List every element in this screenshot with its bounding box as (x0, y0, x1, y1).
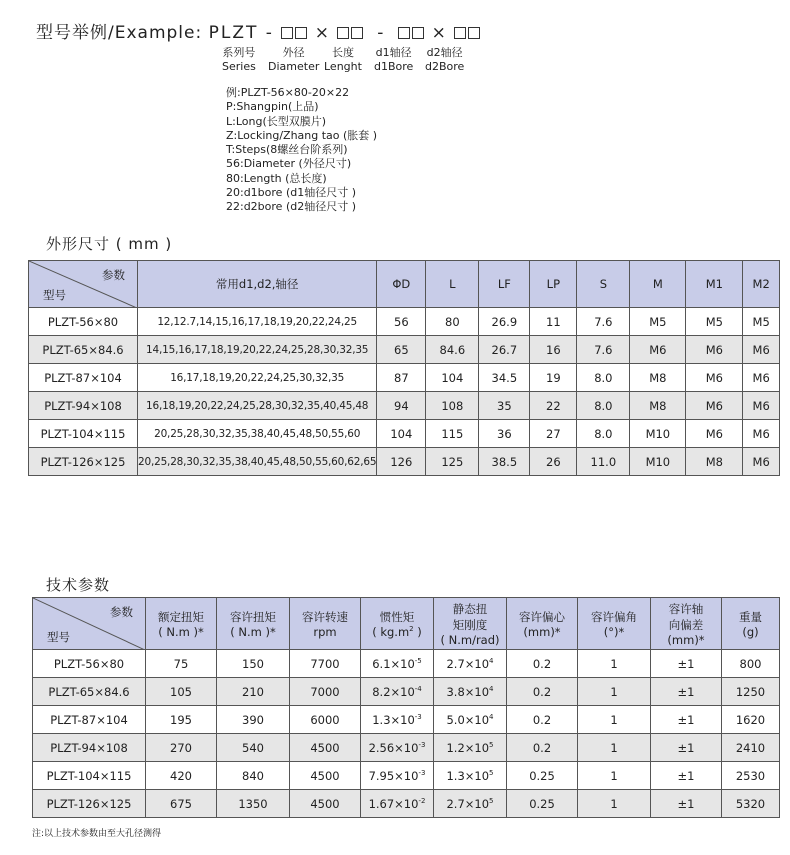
dims-col-header: M2 (743, 261, 780, 308)
ecc-cell: 0.25 (507, 762, 578, 790)
value-cell: 35 (479, 392, 530, 420)
value-cell: M8 (630, 392, 686, 420)
bore-list-cell: 14,15,16,17,18,19,20,22,24,25,28,30,32,35 (138, 336, 377, 364)
bore-list-cell: 20,25,28,30,32,35,38,40,45,48,50,55,60 (138, 420, 377, 448)
value-cell: M5 (630, 308, 686, 336)
value-cell: M8 (630, 364, 686, 392)
corner-bottom-label: 型号 (43, 288, 66, 302)
table-row (29, 392, 780, 420)
angle-cell: 1 (578, 706, 651, 734)
tech-header-row (33, 598, 780, 650)
value-cell: M8 (686, 448, 743, 476)
value-cell: 104 (377, 420, 426, 448)
value-cell: M6 (743, 336, 780, 364)
value-cell: 8.0 (577, 392, 630, 420)
dash-sign: - (377, 23, 385, 43)
table-row (29, 420, 780, 448)
ecc-cell: 0.2 (507, 734, 578, 762)
model-cell: PLZT-87×104 (29, 364, 138, 392)
title-prefix: 型号举例/Example: (36, 23, 203, 43)
inertia-cell: $8.2\times 10^{-4}$ (361, 678, 434, 706)
value-cell: 80 (426, 308, 479, 336)
value-cell: 87 (377, 364, 426, 392)
dims-header-row (29, 261, 780, 308)
stiff-cell: $1.3\times 10^5$ (434, 762, 507, 790)
angle-cell: 1 (578, 734, 651, 762)
bore-list-cell: 16,18,19,20,22,24,25,28,30,32,35,40,45,48 (138, 392, 377, 420)
axial-cell: ±1 (651, 762, 722, 790)
box-group-d1 (397, 23, 425, 43)
table-row (33, 706, 780, 734)
note-line: 20:d1bore (d1轴径尺寸 ) (226, 186, 357, 200)
axial-cell: ±1 (651, 650, 722, 678)
rated-cell: 420 (146, 762, 217, 790)
value-cell: 56 (377, 308, 426, 336)
tech-col-header: 容许扭矩 ( N.m )* (217, 598, 290, 650)
value-cell: 65 (377, 336, 426, 364)
table-row (29, 448, 780, 476)
value-cell: 11 (530, 308, 577, 336)
axial-cell: ±1 (651, 790, 722, 818)
value-cell: 19 (530, 364, 577, 392)
rated-cell: 195 (146, 706, 217, 734)
allow-cell: 540 (217, 734, 290, 762)
value-cell: 94 (377, 392, 426, 420)
tech-col-header: 重量 (g) (722, 598, 780, 650)
stiff-cell: $1.2\times 10^5$ (434, 734, 507, 762)
rpm-cell: 4500 (290, 762, 361, 790)
corner-bottom-label: 型号 (47, 630, 70, 644)
table-row (29, 336, 780, 364)
footnote: 注:以上技术参数由至大孔径测得 (32, 829, 162, 839)
legend-length: 长度 Lenght (324, 46, 362, 73)
value-cell: M6 (743, 392, 780, 420)
table-row (33, 678, 780, 706)
value-cell: M6 (686, 364, 743, 392)
corner-top-label: 参数 (110, 605, 133, 619)
rated-cell: 105 (146, 678, 217, 706)
rated-cell: 675 (146, 790, 217, 818)
value-cell: M6 (743, 420, 780, 448)
note-line: 80:Length (总长度) (226, 171, 327, 185)
ecc-cell: 0.2 (507, 650, 578, 678)
weight-cell: 1620 (722, 706, 780, 734)
allow-cell: 840 (217, 762, 290, 790)
value-cell: 126 (377, 448, 426, 476)
model-cell: PLZT-104×115 (29, 420, 138, 448)
example-notes (226, 86, 377, 215)
tech-col-header: 容许轴 向偏差 (mm)* (651, 598, 722, 650)
value-cell: 26 (530, 448, 577, 476)
note-line: 例:PLZT-56×80-20×22 (226, 86, 350, 99)
angle-cell: 1 (578, 790, 651, 818)
value-cell: 38.5 (479, 448, 530, 476)
value-cell: 104 (426, 364, 479, 392)
dims-col-header: 常用d1,d2,轴径 (138, 261, 377, 308)
dims-col-header: M (630, 261, 686, 308)
note-line: Z:Locking/Zhang tao (胀套 ) (226, 128, 378, 142)
value-cell: 84.6 (426, 336, 479, 364)
example-title (36, 18, 481, 43)
weight-cell: 2410 (722, 734, 780, 762)
table-row (33, 790, 780, 818)
value-cell: M6 (630, 336, 686, 364)
dims-col-header: LF (479, 261, 530, 308)
legend-d2: d2轴径 d2Bore (425, 46, 465, 73)
table-row (29, 308, 780, 336)
tech-col-header: 容许偏心 (mm)* (507, 598, 578, 650)
dims-col-header: M1 (686, 261, 743, 308)
stiff-cell: $3.8\times 10^4$ (434, 678, 507, 706)
model-cell: PLZT-94×108 (29, 392, 138, 420)
value-cell: 11.0 (577, 448, 630, 476)
axial-cell: ±1 (651, 734, 722, 762)
model-cell: PLZT-94×108 (33, 734, 146, 762)
note-line: P:Shangpin(上品) (226, 100, 319, 114)
stiff-cell: $2.7\times 10^4$ (434, 650, 507, 678)
inertia-cell: $2.56\times 10^{-3}$ (361, 734, 434, 762)
dims-section-title: 外形尺寸 ( mm ) (46, 235, 173, 253)
times-sign-2: × (431, 23, 447, 43)
table-row (29, 364, 780, 392)
axial-cell: ±1 (651, 678, 722, 706)
tech-corner-cell (33, 598, 146, 650)
note-line: T:Steps(8螺丝台阶系列) (226, 143, 348, 157)
tech-col-header: 容许偏角 (°)* (578, 598, 651, 650)
angle-cell: 1 (578, 762, 651, 790)
value-cell: 16 (530, 336, 577, 364)
tech-table (32, 597, 780, 818)
value-cell: M6 (743, 448, 780, 476)
dims-col-header: ΦD (377, 261, 426, 308)
stiff-cell: $5.0\times 10^4$ (434, 706, 507, 734)
times-sign: × (314, 23, 330, 43)
rpm-cell: 7700 (290, 650, 361, 678)
value-cell: 115 (426, 420, 479, 448)
value-cell: M10 (630, 420, 686, 448)
model-cell: PLZT-104×115 (33, 762, 146, 790)
value-cell: M5 (743, 308, 780, 336)
model-cell: PLZT-56×80 (29, 308, 138, 336)
box-group-diameter (280, 23, 308, 43)
allow-cell: 210 (217, 678, 290, 706)
box-group-d2 (453, 23, 481, 43)
model-cell: PLZT-65×84.6 (33, 678, 146, 706)
stiff-cell: $2.7\times 10^5$ (434, 790, 507, 818)
dims-col-header: LP (530, 261, 577, 308)
bore-list-cell: 20,25,28,30,32,35,38,40,45,48,50,55,60,62,65 (138, 448, 377, 476)
value-cell: 22 (530, 392, 577, 420)
value-cell: M5 (686, 308, 743, 336)
value-cell: 26.9 (479, 308, 530, 336)
model-cell: PLZT-65×84.6 (29, 336, 138, 364)
model-cell: PLZT-87×104 (33, 706, 146, 734)
weight-cell: 1250 (722, 678, 780, 706)
dims-col-header: L (426, 261, 479, 308)
table-row (33, 762, 780, 790)
tech-col-header: 静态扭 矩刚度 ( N.m/rad) (434, 598, 507, 650)
title-code: PLZT - (208, 23, 274, 43)
allow-cell: 150 (217, 650, 290, 678)
allow-cell: 390 (217, 706, 290, 734)
value-cell: 7.6 (577, 308, 630, 336)
value-cell: M10 (630, 448, 686, 476)
rpm-cell: 6000 (290, 706, 361, 734)
tech-col-header: 惯性矩 ( $kg.m^2$ ) (361, 598, 434, 650)
dims-table (28, 260, 780, 476)
bore-list-cell: 12,12.7,14,15,16,17,18,19,20,22,24,25 (138, 308, 377, 336)
value-cell: 8.0 (577, 364, 630, 392)
value-cell: 34.5 (479, 364, 530, 392)
value-cell: M6 (686, 336, 743, 364)
rpm-cell: 4500 (290, 734, 361, 762)
inertia-cell: $7.95\times 10^{-3}$ (361, 762, 434, 790)
value-cell: 125 (426, 448, 479, 476)
model-cell: PLZT-126×125 (29, 448, 138, 476)
axial-cell: ±1 (651, 706, 722, 734)
dims-col-header: S (577, 261, 630, 308)
note-line: 22:d2bore (d2轴径尺寸 ) (226, 200, 357, 214)
value-cell: M6 (743, 364, 780, 392)
inertia-cell: $1.3\times 10^{-3}$ (361, 706, 434, 734)
allow-cell: 1350 (217, 790, 290, 818)
legend-diameter: 外径 Diameter (268, 46, 320, 73)
value-cell: 36 (479, 420, 530, 448)
rated-cell: 270 (146, 734, 217, 762)
note-line: L:Long(长型双膜片) (226, 114, 327, 128)
inertia-cell: $6.1\times 10^{-5}$ (361, 650, 434, 678)
value-cell: M6 (686, 420, 743, 448)
corner-top-label: 参数 (102, 268, 125, 282)
ecc-cell: 0.2 (507, 678, 578, 706)
ecc-cell: 0.2 (507, 706, 578, 734)
angle-cell: 1 (578, 678, 651, 706)
weight-cell: 800 (722, 650, 780, 678)
rpm-cell: 4500 (290, 790, 361, 818)
dims-corner-cell (29, 261, 138, 308)
value-cell: 7.6 (577, 336, 630, 364)
table-row (33, 650, 780, 678)
weight-cell: 5320 (722, 790, 780, 818)
value-cell: M6 (686, 392, 743, 420)
table-row (33, 734, 780, 762)
tech-section-title: 技术参数 (46, 576, 111, 594)
legend-series: 系列号 Series (222, 46, 256, 73)
model-cell: PLZT-56×80 (33, 650, 146, 678)
inertia-cell: $1.67\times 10^{-2}$ (361, 790, 434, 818)
rpm-cell: 7000 (290, 678, 361, 706)
value-cell: 27 (530, 420, 577, 448)
box-group-length (336, 23, 364, 43)
value-cell: 8.0 (577, 420, 630, 448)
weight-cell: 2530 (722, 762, 780, 790)
legend-d1: d1轴径 d1Bore (374, 46, 414, 73)
angle-cell: 1 (578, 650, 651, 678)
bore-list-cell: 16,17,18,19,20,22,24,25,30,32,35 (138, 364, 377, 392)
value-cell: 26.7 (479, 336, 530, 364)
ecc-cell: 0.25 (507, 790, 578, 818)
rated-cell: 75 (146, 650, 217, 678)
value-cell: 108 (426, 392, 479, 420)
model-cell: PLZT-126×125 (33, 790, 146, 818)
tech-col-header: 额定扭矩 ( N.m )* (146, 598, 217, 650)
tech-col-header: 容许转速 rpm (290, 598, 361, 650)
note-line: 56:Diameter (外径尺寸) (226, 157, 352, 171)
